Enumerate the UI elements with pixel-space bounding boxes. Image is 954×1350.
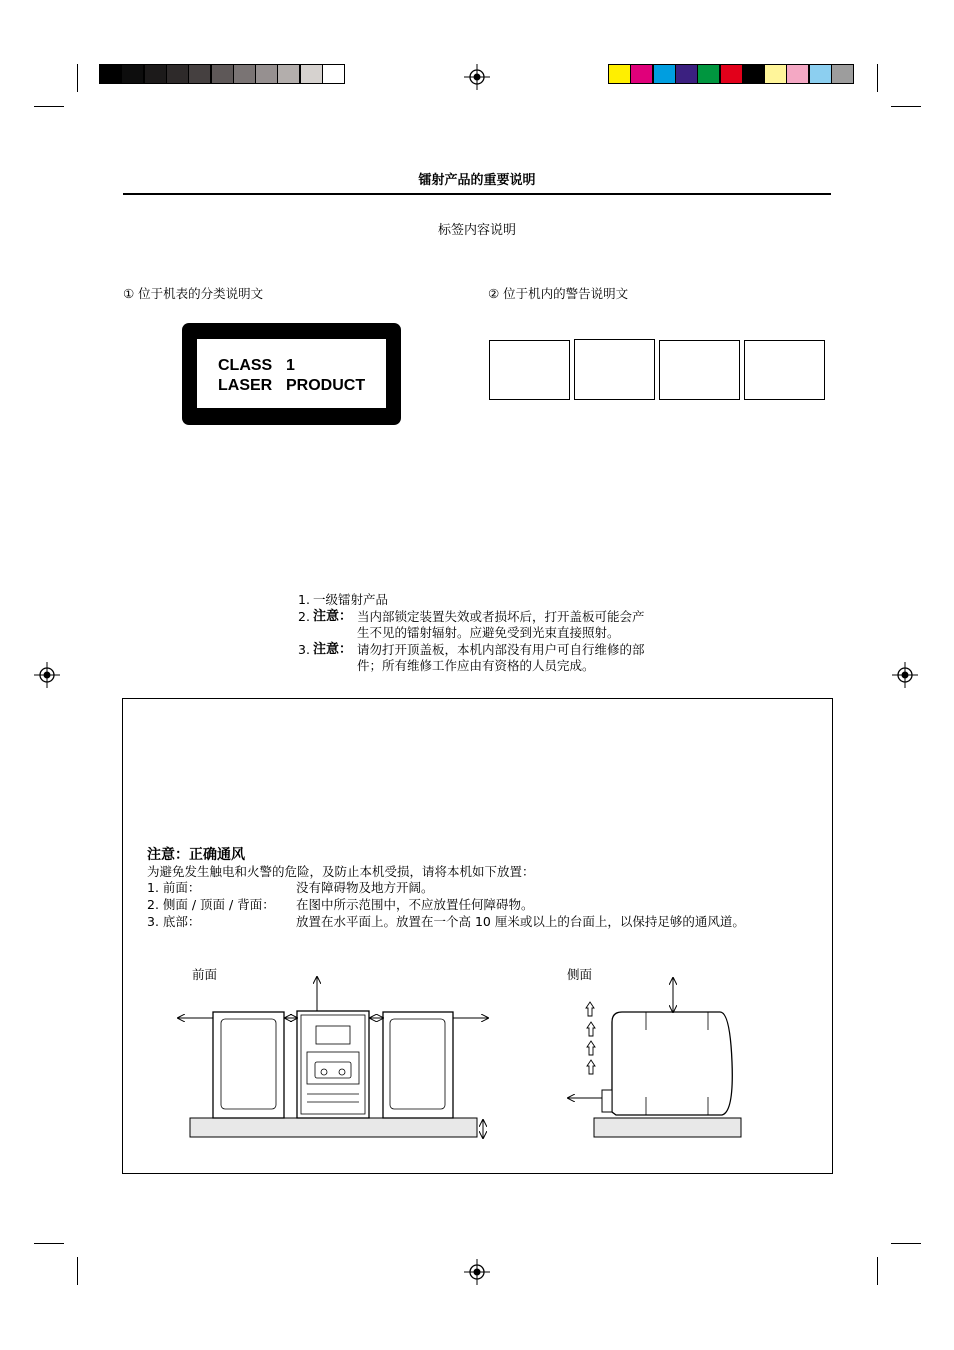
calibration-swatch — [144, 64, 167, 84]
note-caution-label: 注意： — [313, 642, 353, 657]
calibration-swatch — [166, 64, 189, 84]
calibration-swatch — [188, 64, 211, 84]
ventilation-item-label: 2. 侧面 / 顶面 / 背面： — [147, 897, 275, 912]
note-number: 2. — [298, 609, 310, 624]
calibration-swatch — [764, 64, 787, 84]
note-number: 3. — [298, 642, 310, 657]
note-caution-label: 注意： — [313, 609, 353, 624]
title-rule — [123, 193, 831, 195]
warning-label-box — [659, 340, 740, 400]
note-text: 生不见的镭射辐射。应避免受到光束直接照射。 — [357, 625, 620, 640]
section-subtitle: 标签内容说明 — [437, 223, 516, 238]
calibration-swatch — [211, 64, 234, 84]
calibration-swatch — [322, 64, 345, 84]
ventilation-item-text: 放置在水平面上。放置在一个高 10 厘米或以上的台面上，以保持足够的通风道。 — [296, 914, 745, 929]
side-view-diagram — [560, 972, 750, 1147]
registration-mark-icon — [892, 662, 918, 688]
crop-mark — [77, 1257, 78, 1285]
stand-platform — [190, 1118, 477, 1137]
calibration-swatch — [608, 64, 631, 84]
calibration-swatch — [675, 64, 698, 84]
note-number: 1. — [298, 592, 310, 607]
calibration-swatch — [233, 64, 256, 84]
class1-laser-label — [182, 323, 401, 425]
ventilation-intro: 为避免发生触电和火警的危险，及防止本机受损，请将本机如下放置： — [147, 864, 535, 879]
airflow-arrows-icon — [586, 1002, 595, 1074]
ventilation-item-text: 在图中所示范围中，不应放置任何障碍物。 — [296, 897, 534, 912]
calibration-swatch — [630, 64, 653, 84]
side-view-label: 侧面 — [567, 967, 593, 982]
calibration-swatch — [786, 64, 809, 84]
crop-mark — [77, 64, 78, 92]
calibration-swatch — [99, 64, 122, 84]
page-title: 镭射产品的重要说明 — [418, 173, 536, 188]
ventilation-item-text: 没有障碍物及地方开阔。 — [296, 880, 434, 895]
calibration-swatch — [831, 64, 854, 84]
registration-mark-icon — [464, 64, 490, 90]
label1-caption: ① 位于机表的分类说明文 — [123, 286, 264, 301]
main-unit-side — [612, 1012, 732, 1115]
ventilation-item-label: 1. 前面： — [147, 880, 201, 895]
right-speaker — [383, 1012, 453, 1118]
warning-label-box — [744, 340, 825, 400]
calibration-swatch — [277, 64, 300, 84]
label-product-word: PRODUCT — [286, 377, 366, 394]
registration-mark-icon — [34, 662, 60, 688]
label-class-word: CLASS — [218, 357, 273, 374]
crop-mark — [891, 106, 921, 107]
ventilation-item-label: 3. 底部： — [147, 914, 201, 929]
crop-mark — [34, 106, 64, 107]
warning-label-box — [489, 340, 570, 400]
calibration-swatch — [809, 64, 832, 84]
calibration-swatch — [300, 64, 323, 84]
ventilation-heading: 注意：正确通风 — [147, 847, 245, 863]
calibration-swatch — [121, 64, 144, 84]
left-speaker — [213, 1012, 284, 1118]
crop-mark — [877, 1257, 878, 1285]
note-text: 件；所有维修工作应由有资格的人员完成。 — [357, 658, 595, 673]
front-view-diagram — [170, 972, 500, 1147]
label-laser-word: LASER — [218, 377, 273, 394]
class1-laser-label-inner — [197, 339, 386, 408]
calibration-swatch — [697, 64, 720, 84]
stand-platform — [594, 1118, 741, 1137]
note-text: 一级镭射产品 — [313, 592, 389, 607]
crop-mark — [877, 64, 878, 92]
label2-caption: ② 位于机内的警告说明文 — [488, 286, 629, 301]
crop-mark — [34, 1243, 64, 1244]
front-view-label: 前面 — [192, 967, 218, 982]
calibration-swatch — [653, 64, 676, 84]
note-text: 当内部锁定装置失效或者损坏后，打开盖板可能会产 — [357, 609, 645, 624]
calibration-swatch — [720, 64, 743, 84]
calibration-swatch — [742, 64, 765, 84]
warning-label-box — [574, 339, 655, 400]
note-text: 请勿打开顶盖板，本机内部没有用户可自行维修的部 — [357, 642, 645, 657]
crop-mark — [891, 1243, 921, 1244]
registration-mark-icon — [464, 1259, 490, 1285]
calibration-swatch — [255, 64, 278, 84]
label-class-number: 1 — [286, 357, 295, 374]
